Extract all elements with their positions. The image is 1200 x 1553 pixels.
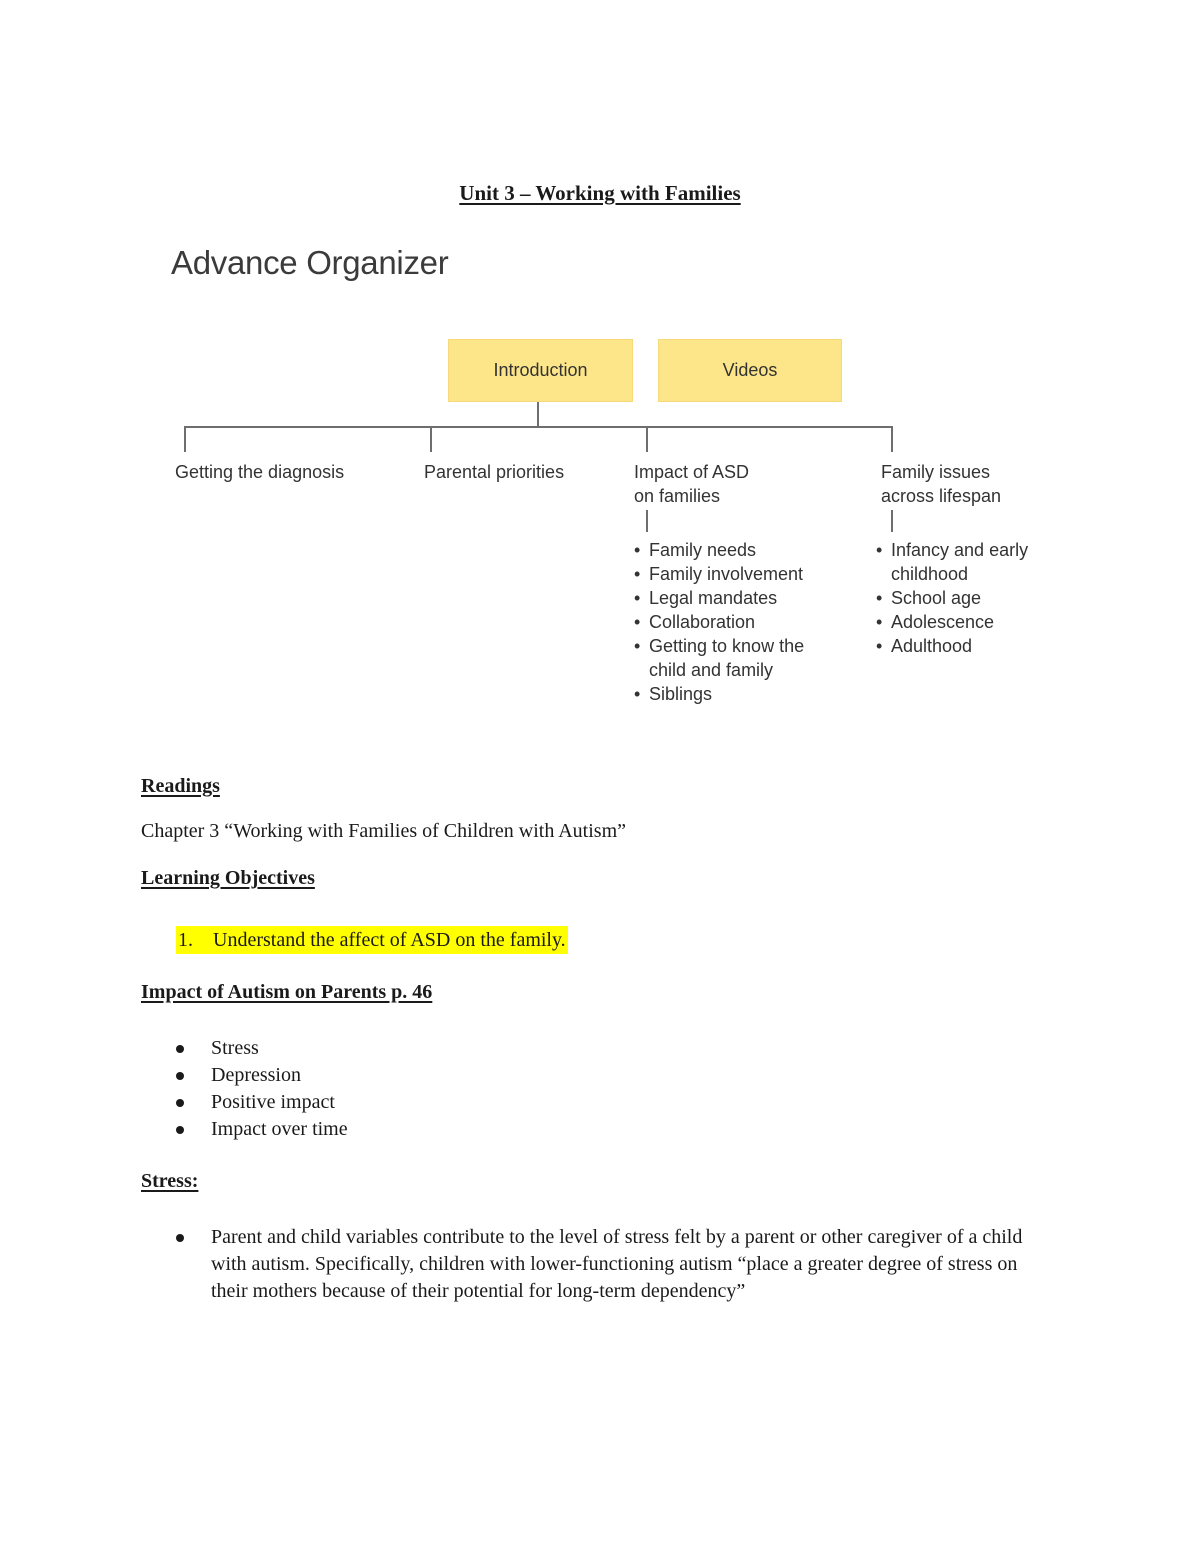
list-item: • Legal mandates: [634, 588, 778, 608]
bullet-icon: [176, 1234, 184, 1242]
impact-heading: Impact of Autism on Parents p. 46: [141, 981, 433, 1003]
objective-number: 1.: [178, 929, 193, 951]
branch-1-connector: [184, 426, 186, 452]
list-item: • School age: [876, 588, 982, 608]
list-item: • Family needs: [634, 540, 757, 560]
impact-list: [176, 1035, 348, 1143]
videos-box: [658, 339, 842, 402]
branch-parental-priorities: Parental priorities: [424, 462, 565, 482]
list-item: Depression: [176, 1062, 348, 1089]
list-item: • Adulthood: [876, 636, 973, 656]
list-item: • Getting to know the: [634, 636, 805, 656]
branch-3-sub-connector: [646, 510, 648, 532]
list-item: Impact over time: [176, 1116, 348, 1143]
branch-2-connector: [430, 426, 432, 452]
list-item: • Adolescence: [876, 612, 995, 632]
readings-heading: Readings: [141, 775, 220, 797]
branch-family-issues: Family issues across lifespan: [881, 462, 1002, 506]
horizontal-connector: [184, 426, 893, 428]
list-item: Positive impact: [176, 1089, 348, 1116]
list-item: • Family involvement: [634, 564, 804, 584]
list-item: • Collaboration: [634, 612, 756, 632]
introduction-box: [448, 339, 633, 402]
list-item-continuation: childhood: [891, 564, 969, 584]
bullet-icon: [176, 1099, 184, 1107]
learning-objective-item: [176, 926, 568, 954]
list-item-continuation: child and family: [649, 660, 774, 680]
branch-4-connector: [891, 426, 893, 452]
list-item: Stress: [176, 1035, 348, 1062]
bullet-icon: [176, 1072, 184, 1080]
bullet-icon: [176, 1045, 184, 1053]
stress-heading: Stress:: [141, 1170, 199, 1192]
impact-asd-list: [634, 538, 804, 706]
organizer-title: Advance Organizer: [171, 244, 449, 281]
introduction-label: Introduction: [493, 360, 588, 380]
learning-objectives-heading: Learning Objectives: [141, 867, 315, 889]
readings-text: Chapter 3 “Working with Families of Children with Autism”: [141, 820, 626, 842]
branch-impact-asd: Impact of ASD on families: [634, 462, 750, 506]
family-issues-list: [876, 538, 1028, 658]
bullet-icon: [176, 1126, 184, 1134]
objective-text: Understand the affect of ASD on the family.: [213, 929, 566, 951]
stress-list: [176, 1224, 1051, 1305]
list-item: • Infancy and early: [876, 540, 1029, 560]
videos-label: Videos: [722, 360, 778, 380]
branch-getting-diagnosis: Getting the diagnosis: [175, 462, 345, 482]
branch-3-connector: [646, 426, 648, 452]
document-title: Unit 3 – Working with Families: [459, 181, 741, 205]
list-item: Parent and child variables contribute to the level of stress felt by a parent or other caregiver of a child with autism. Specifically, children with lower-functioning autism “place a greater degree of stress on their mothers because of their potential for long-term dependency”: [176, 1224, 1051, 1305]
list-item: • Siblings: [634, 684, 713, 704]
branch-4-sub-connector: [891, 510, 893, 532]
intro-connector: [537, 402, 539, 427]
